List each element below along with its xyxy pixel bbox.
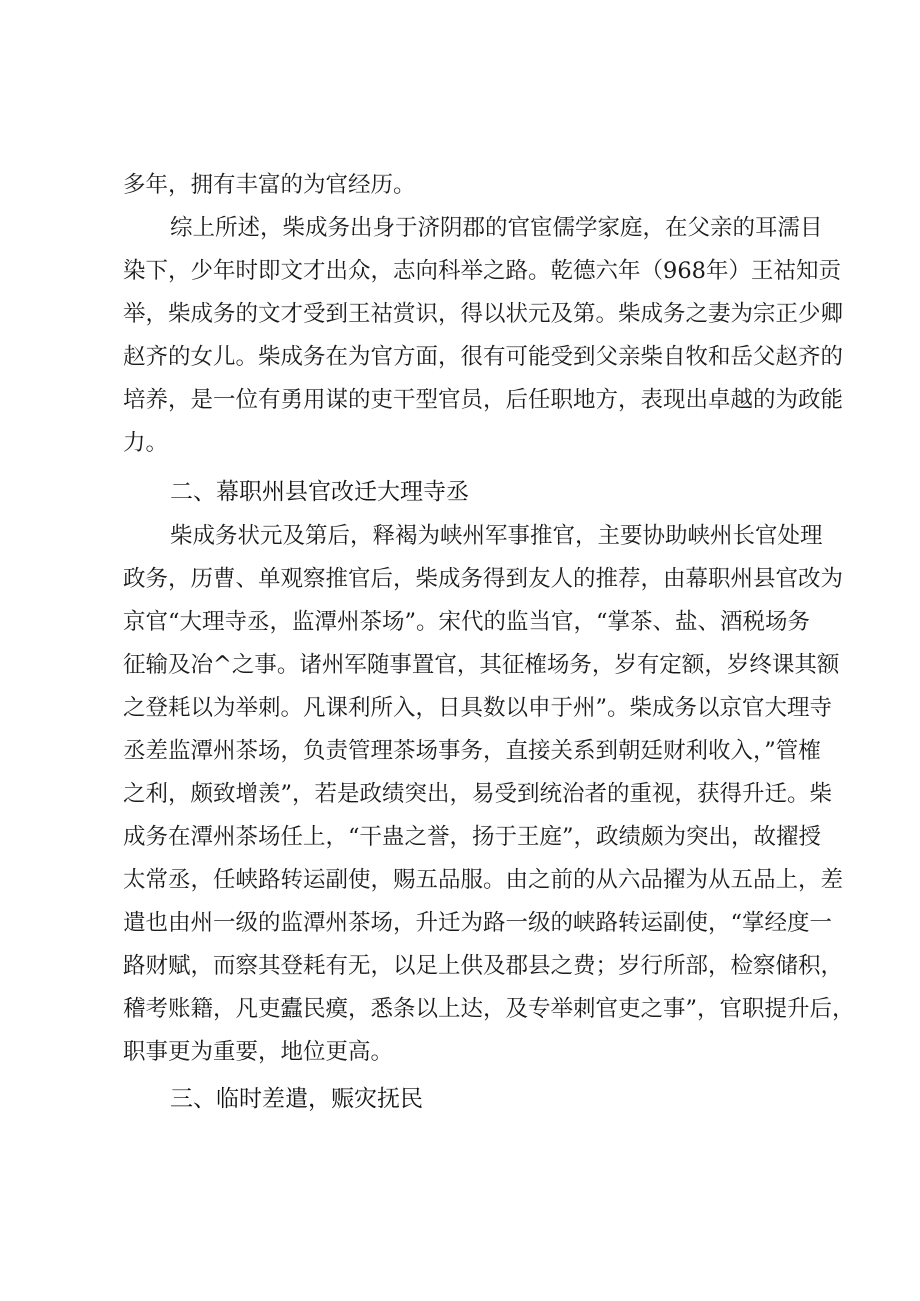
section-heading: 三、临时差遣，赈灾抚民 xyxy=(170,1086,423,1112)
paragraph-line: 丞差监潭州茶场，负责管理茶场事务，直接关系到朝廷财利收入，”管榷 xyxy=(123,738,821,764)
section-heading: 二、幕职州县官改迁大理寺丞 xyxy=(170,479,469,505)
paragraph-line: 成务在潭州茶场任上，“干蛊之誉，扬于王庭”，政绩颇为突出，故擢授 xyxy=(123,824,822,850)
paragraph-line: 稽考账籍，凡吏蠹民瘼，悉条以上达，及专举刺官吏之事”，官职提升后， xyxy=(123,996,855,1022)
paragraph-line: 遣也由州一级的监潭州茶场，升迁为路一级的峡路转运副使，“掌经度一 xyxy=(123,910,833,936)
paragraph-line: 培养，是一位有勇用谋的吏干型官员，后任职地方，表现出卓越的为政能 xyxy=(123,387,844,413)
paragraph-line: 多年，拥有丰富的为官经历。 xyxy=(123,172,416,198)
paragraph-line: 征输及冶^之事。诸州军随事置官，其征榷场务，岁有定额，岁终课其额 xyxy=(123,652,840,678)
paragraph-line: 赵齐的女儿。柴成务在为官方面，很有可能受到父亲柴自牧和岳父赵齐的 xyxy=(123,344,844,370)
paragraph-line: 路财赋，而察其登耗有无，以足上供及郡县之费；岁行所部，检察储积， xyxy=(123,953,844,979)
paragraph-line: 职事更为重要，地位更高。 xyxy=(123,1039,394,1065)
paragraph-line: 染下，少年时即文才出众，志向科举之路。乾德六年（968年）王祜知贡 xyxy=(123,258,841,284)
paragraph-line: 柴成务状元及第后，释褐为峡州军事推官，主要协助峡州长官处理 xyxy=(170,523,823,549)
paragraph-line: 政务，历曹、单观察推官后，柴成务得到友人的推荐，由幕职州县官改为 xyxy=(123,566,844,592)
paragraph-line: 之利，颇致增羡”，若是政绩突出，易受到统治者的重视，获得升迁。柴 xyxy=(123,781,833,807)
paragraph-line: 综上所述，柴成务出身于济阴郡的官宦儒学家庭，在父亲的耳濡目 xyxy=(170,215,823,241)
paragraph-line: 举，柴成务的文才受到王祜赏识，得以状元及第。柴成务之妻为宗正少卿 xyxy=(123,301,844,327)
paragraph-line: 之登耗以为举刺。凡课利所入，日具数以申于州”。柴成务以京官大理寺 xyxy=(123,695,833,721)
paragraph-line: 力。 xyxy=(123,430,169,456)
paragraph-line: 京官“大理寺丞，监潭州茶场”。宋代的监当官，“掌茶、盐、酒税场务 xyxy=(123,609,811,635)
paragraph-line: 太常丞，任峡路转运副使，赐五品服。由之前的从六品擢为从五品上，差 xyxy=(123,867,844,893)
